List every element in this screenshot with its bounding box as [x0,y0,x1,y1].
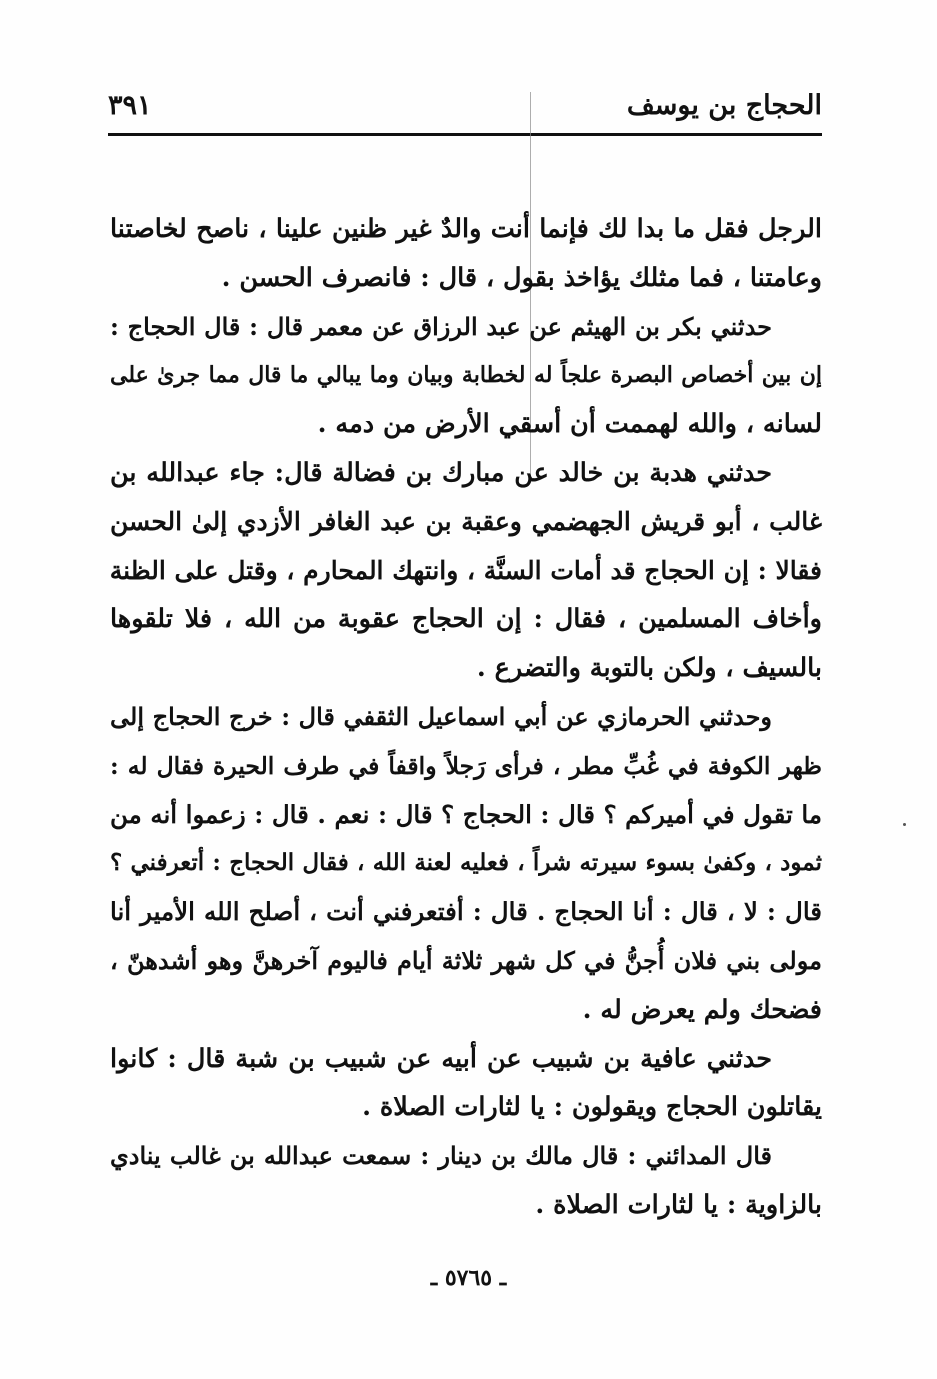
page-folio: ـ ٥٧٦٥ ـ [430,1265,507,1291]
text-line: حدثني بكر بن الهيثم عن عبد الرزاق عن معمر قال : قال الحجاج : [110,311,772,341]
text-line: الرجل فقل ما بدا لك فإنما أنت والدٌ غير ظنين علينا ، ناصح لخاصتنا [110,214,822,244]
text-line: بالزاوية : يا لثارات الصلاة . [535,1189,822,1220]
paragraph [110,205,822,303]
page-number: ٣٩١ [108,90,152,121]
running-title: الحجاج بن يوسف [626,90,822,121]
text-line: غالب ، أبو قريش الجهضمي وعقبة بن عبد الغافر الأزدي إلىٰ الحسن [110,506,822,536]
paragraph [110,303,822,449]
text-line: فضحك ولم يعرض له . [582,994,822,1025]
text-line: ظهر الكوفة في غُبِّ مطر ، فرأى رَجلاً واقفاً في طرف الحيرة فقال له : [110,751,822,780]
text-line: ما تقول في أميركم ؟ قال : الحجاج ؟ قال : نعم . قال : زعموا أنه من [110,799,822,829]
paragraph [110,1035,822,1133]
paragraph [110,693,822,1035]
text-line: حدثني هدبة بن خالد عن مبارك بن فضالة قال: جاء عبدالله بن [110,457,772,488]
text-line: مولى بني فلان أُجنُّ في كل شهر ثلاثة أيام فاليوم آخرهنَّ وهو أشدهنّ ، [110,945,822,975]
body-text [110,205,822,1230]
text-line: قال المدائني : قال مالك بن دينار : سمعت عبدالله بن غالب ينادي [110,1141,772,1171]
text-line: حدثني عافية بن شبيب عن أبيه عن شبيب بن شبة قال : كانوا [110,1043,772,1074]
text-line: ثمود ، وكفىٰ بسوء سيرته شراً ، فعليه لعنة الله ، فقال الحجاج : أتعرفني ؟ [110,849,822,877]
text-line: قال : لا ، قال : أنا الحجاج . قال : أفتعرفني أنت ، أصلح الله الأمير أنا [110,897,822,927]
text-line: لسانه ، والله لهممت أن أسقي الأرض من دمه . [317,409,822,440]
text-line: إن بين أخصاص البصرة علجاً له لخطابة وبيان وما يبالي ما قال مما جرىٰ على [110,362,822,389]
text-line: بالسيف ، ولكن بالتوبة والتضرع . [476,653,822,684]
paragraph [110,449,822,693]
text-line: يقاتلون الحجاج ويقولون : يا لثارات الصلاة . [362,1092,822,1123]
scan-speck [903,823,906,826]
header-rule [108,133,822,136]
text-line: وحدثني الحرمازي عن أبي اسماعيل الثقفي قال : خرج الحجاج إلى [110,701,772,731]
page-header [108,80,822,130]
paragraph [110,1132,822,1230]
text-line: فقالا : إن الحجاج قد أمات السنَّة ، وانتهك المحارم ، وقتل على الظنة [110,555,822,585]
text-line: وعامتنا ، فما مثلك يؤاخذ بقول ، قال : فانصرف الحسن . [221,262,822,293]
text-line: وأخاف المسلمين ، فقال : إن الحجاج عقوبة من الله ، فلا تلقوها [110,604,822,635]
